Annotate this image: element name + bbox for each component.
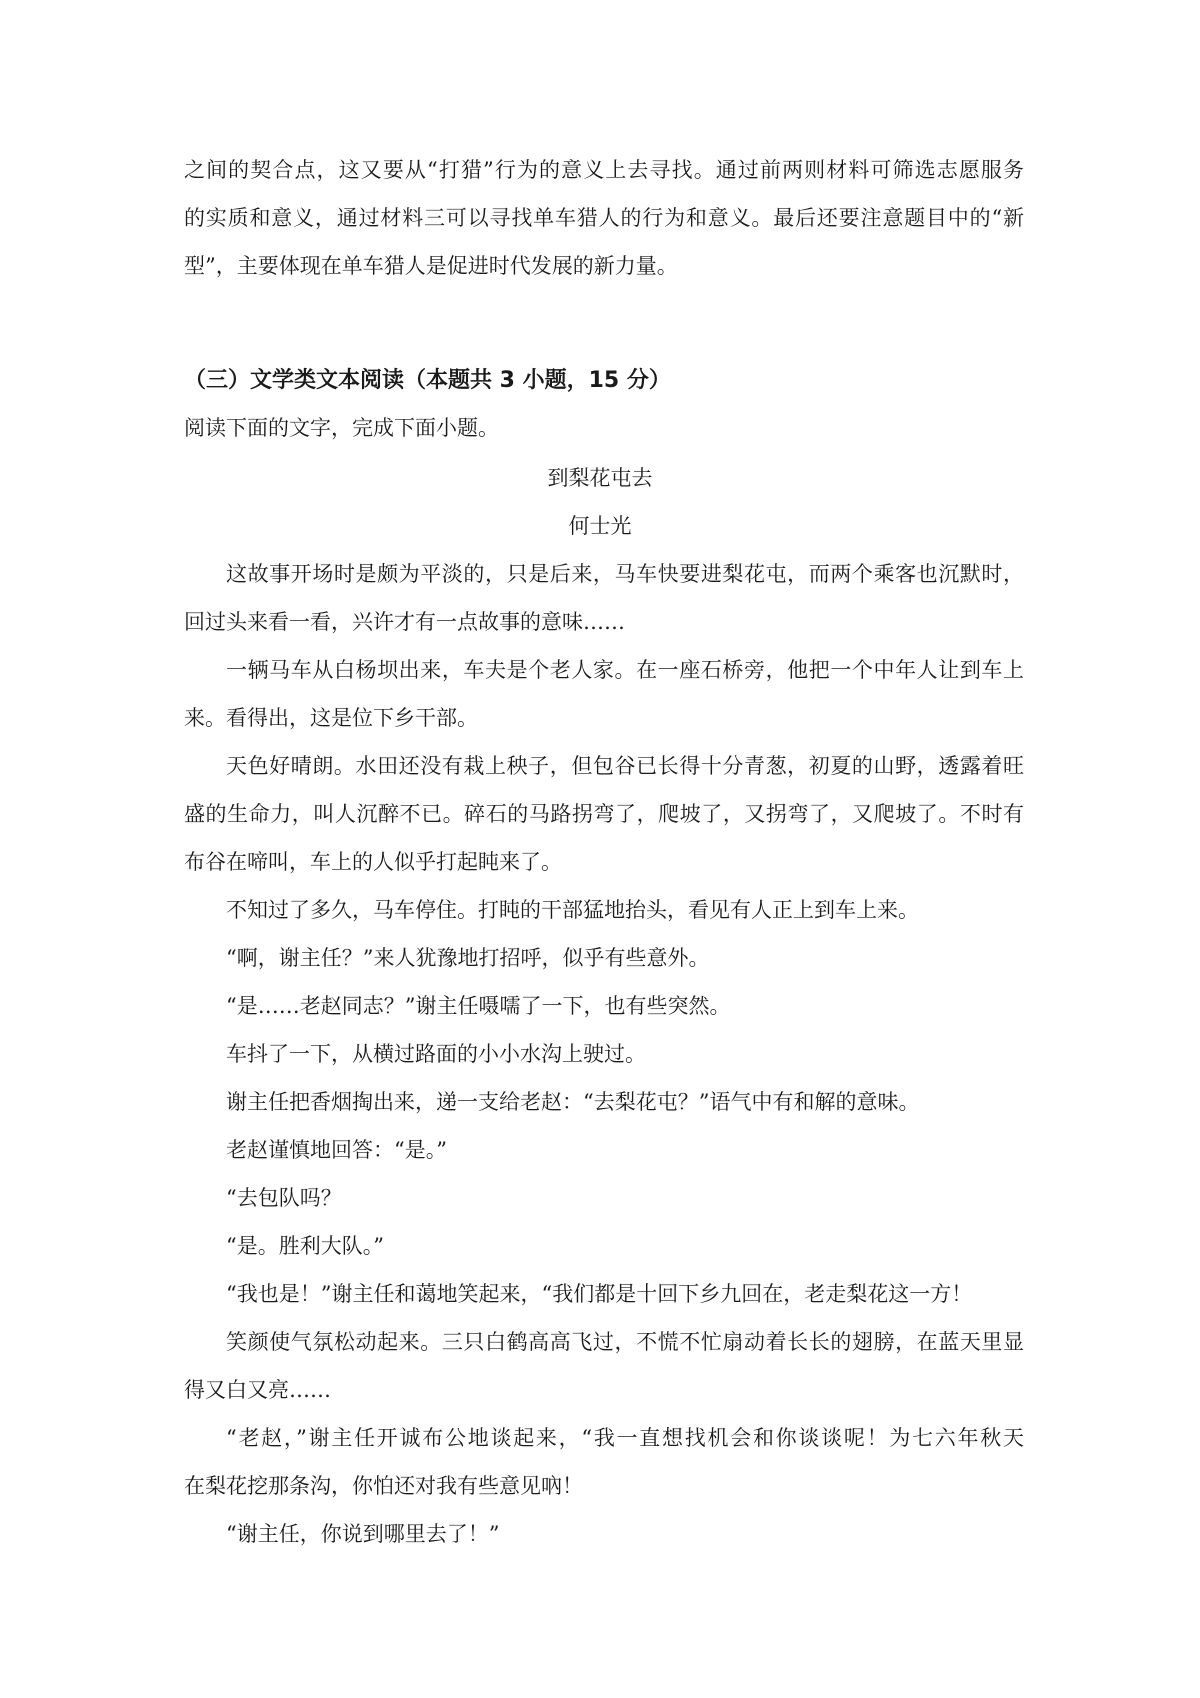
story-line: 回过头来看一看，兴许才有一点故事的意味…… bbox=[184, 610, 625, 634]
story-line: 一辆马车从白杨坝出来，车夫是个老人家。在一座石桥旁，他把一个中年人让到车上 bbox=[226, 658, 1024, 682]
story-line: 车抖了一下，从横过路面的小小水沟上驶过。 bbox=[226, 1042, 646, 1066]
story-line: 盛的生命力，叫人沉醉不已。碎石的马路拐弯了，爬坡了，又拐弯了，又爬坡了。不时有 bbox=[184, 802, 1024, 826]
story-line: 得又白又亮…… bbox=[184, 1378, 331, 1402]
story-line: 谢主任把香烟掏出来，递一支给老赵：“去梨花屯？”语气中有和解的意味。 bbox=[226, 1090, 920, 1114]
story-line: “是……老赵同志？”谢主任嗫嚅了一下，也有些突然。 bbox=[226, 994, 731, 1018]
story-line: 不知过了多久，马车停住。打盹的干部猛地抬头，看见有人正上到车上来。 bbox=[226, 898, 919, 922]
story-line: 布谷在啼叫，车上的人似乎打起盹来了。 bbox=[184, 850, 562, 874]
story-line: “谢主任，你说到哪里去了！” bbox=[226, 1522, 500, 1546]
section-heading: （三）文学类文本阅读（本题共 3 小题，15 分） bbox=[184, 368, 671, 393]
story-line: “老赵，”谢主任开诚布公地谈起来，“我一直想找机会和你谈谈呢！为七六年秋天 bbox=[226, 1426, 1024, 1450]
story-line: “我也是！”谢主任和蔼地笑起来，“我们都是十回下乡九回在，老走梨花这一方！ bbox=[226, 1282, 973, 1306]
story-line: 来。看得出，这是位下乡干部。 bbox=[184, 706, 478, 730]
story-line: “是。胜利大队。” bbox=[226, 1234, 384, 1258]
analysis-line: 之间的契合点，这又要从“打猎”行为的意义上去寻找。通过前两则材料可筛选志愿服务 bbox=[184, 158, 1024, 182]
story-line: 这故事开场时是颇为平淡的，只是后来，马车快要进梨花屯，而两个乘客也沉默时， bbox=[226, 562, 1024, 586]
analysis-line: 的实质和意义，通过材料三可以寻找单车猎人的行为和意义。最后还要注意题目中的“新 bbox=[184, 206, 1024, 230]
story-line: “去包队吗？ bbox=[226, 1186, 342, 1210]
story-line: “啊，谢主任？”来人犹豫地打招呼，似乎有些意外。 bbox=[226, 946, 710, 970]
analysis-line: 型”，主要体现在单车猎人是促进时代发展的新力量。 bbox=[184, 254, 678, 278]
story-line: 老赵谨慎地回答：“是。” bbox=[226, 1138, 447, 1162]
story-line: 天色好晴朗。水田还没有栽上秧子，但包谷已长得十分青葱，初夏的山野，透露着旺 bbox=[226, 754, 1024, 778]
section-instruction: 阅读下面的文字，完成下面小题。 bbox=[184, 416, 499, 440]
story-line: 笑颜使气氛松动起来。三只白鹤高高飞过，不慌不忙扇动着长长的翅膀，在蓝天里显 bbox=[226, 1330, 1024, 1354]
story-author: 何士光 bbox=[568, 514, 632, 538]
story-line: 在梨花挖那条沟，你怕还对我有些意见吶！ bbox=[184, 1474, 583, 1498]
story-title: 到梨花屯去 bbox=[547, 466, 653, 490]
